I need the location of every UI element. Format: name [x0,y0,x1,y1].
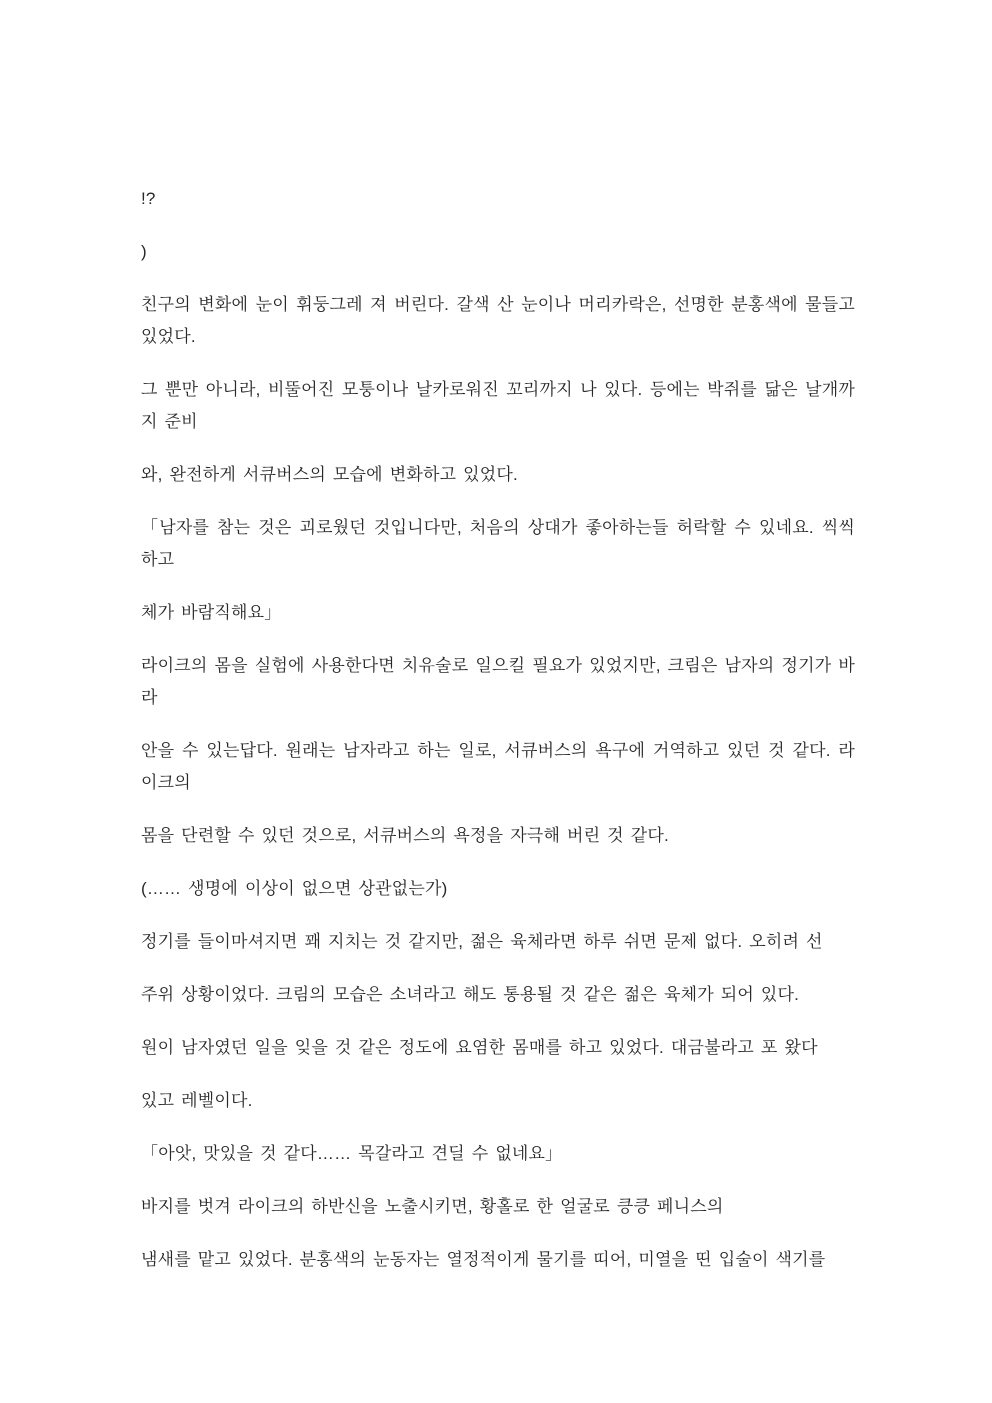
paragraph: 그 뿐만 아니라, 비뚤어진 모퉁이나 날카로워진 꼬리까지 나 있다. 등에는 박쥐를 닮은 날개까지 준비 [141,380,855,431]
paragraph: 정기를 들이마셔지면 꽤 지치는 것 같지만, 젊은 육체라면 하루 쉬면 문제 없다. 오히려 선 [141,932,823,951]
paragraph: 라이크의 몸을 실험에 사용한다면 치유술로 일으킬 필요가 있었지만, 크림은 남자의 정기가 바라 [141,656,855,707]
paragraph: 있고 레벨이다. [141,1091,253,1110]
paragraph: 「남자를 참는 것은 괴로웠던 것입니다만, 처음의 상대가 좋아하는들 허락할 수 있네요. 씩씩하고 [141,518,855,569]
paragraph: 바지를 벗겨 라이크의 하반신을 노출시키면, 황홀로 한 얼굴로 킁킁 페니스의 [141,1197,724,1216]
paragraph: 주위 상황이었다. 크림의 모습은 소녀라고 해도 통용될 것 같은 젊은 육체가 되어 있다. [141,985,800,1004]
paragraph: (…… 생명에 이상이 없으면 상관없는가) [141,879,448,898]
paragraph: 친구의 변화에 눈이 휘둥그레 져 버린다. 갈색 산 눈이나 머리카락은, 선명한 분홍색에 물들고 있었다. [141,295,855,346]
paragraph: 냄새를 맡고 있었다. 분홍색의 눈동자는 열정적이게 물기를 띠어, 미열을 띤 입술이 색기를 [141,1250,826,1269]
paragraph: 「아앗, 맛있을 것 같다…… 목갈라고 견딜 수 없네요」 [141,1144,563,1163]
paragraph: ) [141,242,147,261]
paragraph: 와, 완전하게 서큐버스의 모습에 변화하고 있었다. [141,465,518,484]
paragraph: 원이 남자였던 일을 잊을 것 같은 정도에 요염한 몸매를 하고 있었다. 대금불라고 포 왔다 [141,1038,818,1057]
paragraph: !? [141,189,156,208]
paragraph: 몸을 단련할 수 있던 것으로, 서큐버스의 욕정을 자극해 버린 것 같다. [141,826,669,845]
paragraph: 안을 수 있는답다. 원래는 남자라고 하는 일로, 서큐버스의 욕구에 거역하고 있던 것 같다. 라이크의 [141,741,855,792]
paragraph: 체가 바람직해요」 [141,603,282,622]
